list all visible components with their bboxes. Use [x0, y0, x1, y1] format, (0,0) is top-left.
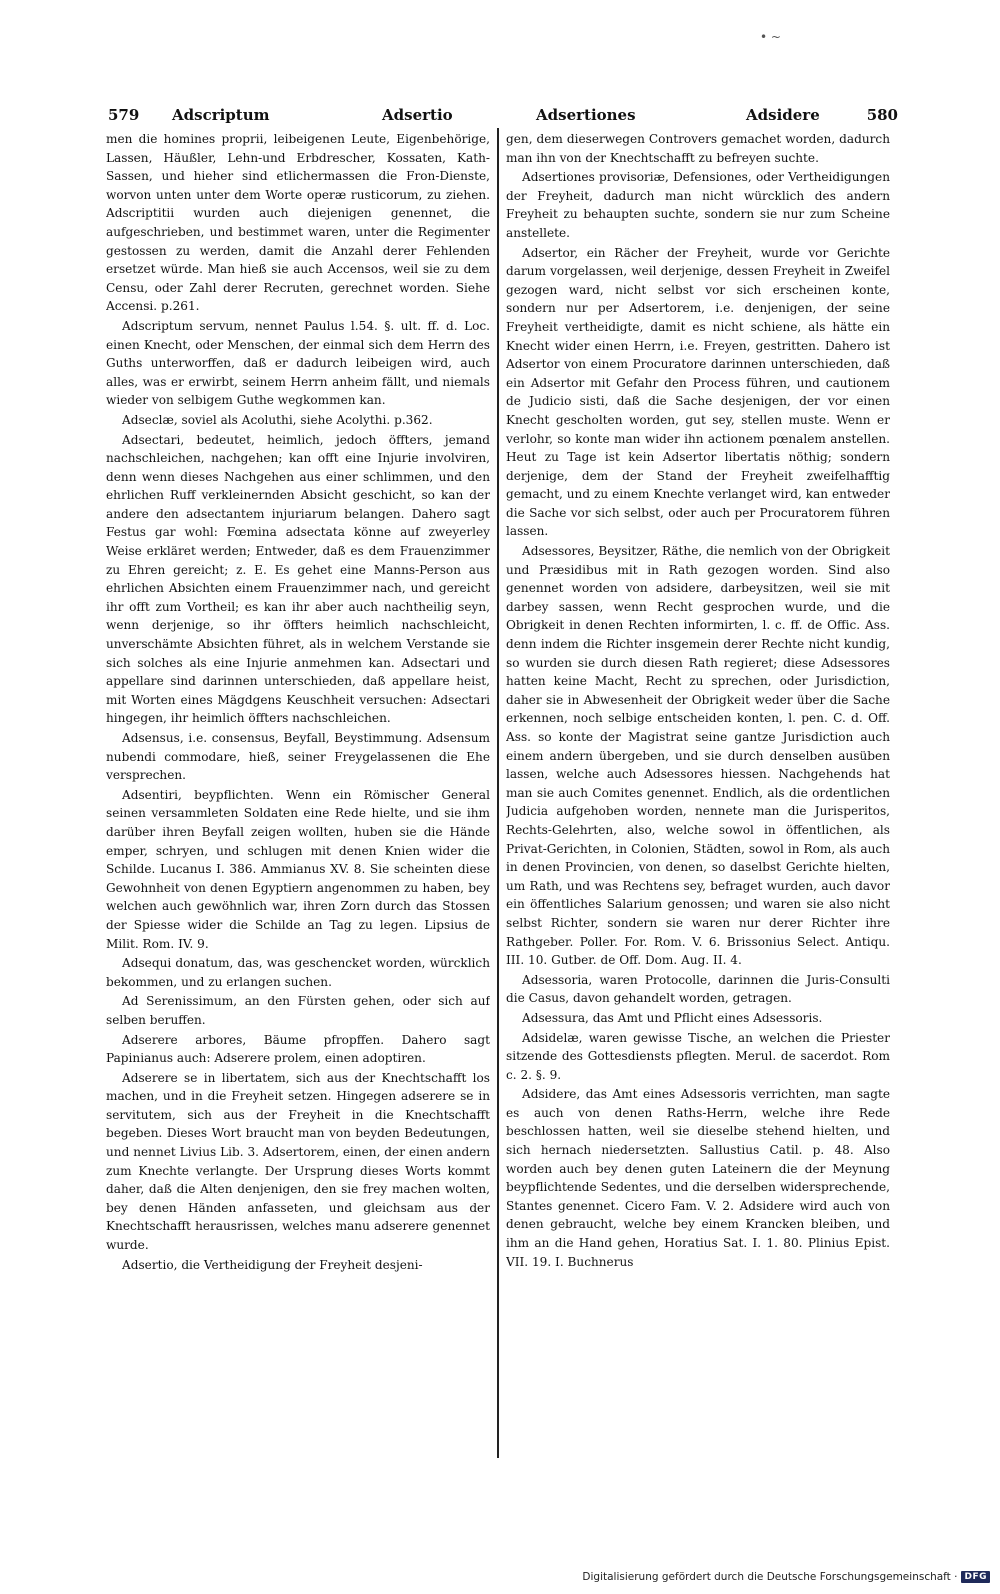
header-right-catchword-2: Adsidere	[746, 106, 820, 124]
right-column	[506, 130, 890, 1450]
entry-paragraph: Adsertor, ein Rächer der Freyheit, wurde vor Gerichte darum vorgelassen, weil derjenige, dessen Freyheit in Zweifel gezogen ward, nicht selbst vor sich erscheinen konte, sondern nur per Adsertorem, i.e. denjenigen, der seine Freyheit vertheidigte, damit es nicht schiene, als hätte ein Knecht wider einen Herrn, i.e. Freyen, gestritten. Dahero ist Adsertor von einem Procuratore darinnen unterschieden, daß ein Adsertor mit Gefahr den Process führen, und cautionem de Judicio sisti, daß die Sache desjenigen, der vor einen Knecht gescholten worden, gut sey, stellen muste. Wenn er verlohr, so konte man wider ihn actionem pœnalem anstellen. Heut zu Tage ist kein Adsertor libertatis nöthig; sondern derjenige, dem der Stand der Freyheit zweifelhafftig gemacht, und zu einem Knechte verlanget wird, kan entweder die Sache vor sich selbst, oder auch per Procuratorem führen lassen.	[506, 245, 890, 539]
digitization-footer	[582, 1568, 990, 1586]
entry-paragraph: Ad Serenissimum, an den Fürsten gehen, oder sich auf selben beruffen.	[106, 994, 490, 1027]
entry-paragraph: Adsertiones provisoriæ, Defensiones, oder Vertheidigungen der Freyheit, dadurch man nicht würcklich des andern Freyheit zu behaupten suchte, sondern sie nur zum Scheine anstellete.	[506, 170, 890, 240]
entry-paragraph: Adsidelæ, waren gewisse Tische, an welchen die Priester sitzende des Gottesdiensts pflegten. Merul. de sacerdot. Rom c. 2. §. 9.	[506, 1030, 890, 1082]
entry-paragraph: Adsessura, das Amt und Pflicht eines Adsessoris.	[522, 1010, 823, 1025]
left-column	[106, 130, 490, 1450]
page-number-right: 580	[866, 106, 898, 124]
entry-paragraph: Adsertio, die Vertheidigung der Freyheit desjeni-	[122, 1257, 423, 1272]
entry-paragraph: Adsentiri, beypflichten. Wenn ein Römischer General seinen versammleten Soldaten eine Rede hielte, und sie ihm darüber ihren Beyfall zeigen wollten, huben sie die Hände emper, schryen, und schlugen mit denen Knien wider die Schilde. Lucanus I. 386. Ammianus XV. 8. Sie scheinten diese Gewohnheit von denen Egyptiern angenommen zu haben, bey welchen auch gewöhnlich war, ihren Zorn durch das Stossen der Spiesse wider die Schilde an Tag zu legen. Lipsius de Milit. Rom. IV. 9.	[106, 787, 490, 951]
page-number-left: 579	[108, 106, 140, 124]
entry-paragraph: Adsequi donatum, das, was geschencket worden, würcklich bekommen, und zu erlangen suchen.	[106, 956, 490, 989]
header-right-catchword-1: Adsertiones	[536, 106, 636, 124]
entry-paragraph: gen, dem dieserwegen Controvers gemachet worden, dadurch man ihn von der Knechtschafft zu befreyen suchte.	[506, 132, 890, 165]
entry-paragraph: Adsidere, das Amt eines Adsessoris verrichten, man sagte es auch von denen Raths-Herrn, welche ihre Rede beschlossen hatten, weil sie dieselbe stehend hielten, und sich hernach niedersetzten. Sallustius Catil. p. 48. Also worden auch bey denen guten Lateinern die der Meynung beypflichtende Sedentes, und die derselben widersprechende, Stantes genennet. Cicero Fam. V. 2. Adsidere wird auch von denen gebraucht, welche bey einem Krancken bleiben, und ihm an die Hand gehen, Horatius Sat. I. 1. 80. Plinius Epist. VII. 19. I. Buchnerus	[506, 1087, 890, 1269]
entry-paragraph: Adsectari, bedeutet, heimlich, jedoch öffters, jemand nachschleichen, nachgehen; kan offt eine Injurie involviren, denn wenn dieses Nachgehen aus einer schlimmen, und den ehrlichen Ruff verkleinernden Absicht geschicht, so kan der andere den adsectantem injuriarum belangen. Dahero sagt Festus gar wohl: Fœmina adsectata könne auf zweyerley Weise erkläret werden; Entweder, daß es dem Frauenzimmer zu Ehren gereicht; z. E. Es gehet eine Manns-Person aus ehrlichen Absichten einem Frauenzimmer nach, und gereicht ihr offt zum Vortheil; es kan ihr aber auch nachtheilig seyn, wenn derjenige, so ihr öffters heimlich nachschleicht, unverschämte Absichten führet, als in welchem Verstande sie sich solches als eine Injurie anmehmen kan. Adsectari und appellare sind darinnen unterschieden, daß appellare heist, mit Worten eines Mägdgens Keuschheit versuchen: Adsectari hingegen, ihr heimlich öffters nachschleichen.	[106, 432, 490, 726]
entry-paragraph: Adseclæ, soviel als Acoluthi, siehe Acolythi. p.362.	[122, 412, 433, 427]
running-header	[106, 106, 898, 132]
entry-paragraph: Adsessoria, waren Protocolle, darinnen die Juris-Consulti die Casus, davon gehandelt worden, getragen.	[506, 972, 890, 1006]
entry-paragraph: Adserere arbores, Bäume pfropffen. Dahero sagt Papinianus auch: Adserere prolem, einen adoptiren.	[106, 1032, 490, 1066]
entry-paragraph: Adserere se in libertatem, sich aus der Knechtschafft los machen, und in die Freyheit setzen. Hingegen adserere se in servitutem, sich aus der Freyheit in die Knechtschafft begeben. Dieses Wort braucht man von beyden Bedeutungen, und nennet Livius Lib. 3. Adsertorem, einen, der einen andern zum Knechte verlangte. Der Ursprung dieses Worts kommt daher, daß die Alten denjenigen, den sie frey machen wolten, bey denen Händen anfasseten, und gleichsam aus der Knechtschafft herausrissen, welches manu adserere genennet wurde.	[106, 1070, 490, 1253]
entry-paragraph: Adsensus, i.e. consensus, Beyfall, Beystimmung. Adsensum nubendi commodare, hieß, seiner Freygelassenen die Ehe versprechen.	[106, 731, 490, 783]
entry-paragraph: men die homines proprii, leibeigenen Leute, Eigenbehörige, Lassen, Häußler, Lehn-und Erbdrescher, Kossaten, Kath-Sassen, und hieher sind etlichermassen die Fron-Dienste, worvon unten unter dem Worte operæ rusticorum, zu ziehen. Adscriptitii wurden auch diejenigen genennet, die aufgeschrieben, und bestimmet waren, unter die Regimenter gestossen zu werden, damit die Anzahl derer Fehlenden ersetzet würde. Man hieß sie auch Accensos, weil sie zu dem Censu, oder Zahl derer Recruten, gerechnet worden. Siehe Accensi. p.261.	[106, 132, 490, 314]
footer-text: Digitalisierung gefördert durch die Deutsche Forschungsgemeinschaft ·	[582, 1571, 958, 1583]
header-left-catchword-2: Adsertio	[382, 106, 453, 124]
dictionary-page	[106, 96, 898, 1456]
column-divider	[497, 128, 499, 1458]
entry-paragraph: Adsessores, Beysitzer, Räthe, die nemlich von der Obrigkeit und Præsidibus mit in Rath gezogen worden. Sind also genennet worden von adsidere, darbeysitzen, weil sie mit darbey sassen, wenn Recht gesprochen wurde, und die Obrigkeit in denen Rechten informirten, l. c. ff. de Offic. Ass. denn indem die Richter insgemein derer Rechte nicht kundig, so wurden sie durch diesen Rath regieret; diese Adsessores hatten keine Macht, Recht zu sprechen, oder Jurisdiction, daher sie in Abwesenheit der Obrigkeit weder über die Sache erkennen, noch selbige entscheiden konten, l. pen. C. d. Off. Ass. so konte der Magistrat seine gantze Jurisdiction auch einem andern übergeben, und sie durch denselben ausüben lassen, welche auch Adsessores hiessen. Nachgehends hat man sie auch Comites genennet. Endlich, als die ordentlichen Judicia aufgehoben worden, nennete man die Jurisperitos, Rechts-Gelehrten, also, welche sowol in öffentlichen, als Privat-Gerichten, in Colonien, Städten, sowol in Rom, als auch in denen Provincien, von denen, so daselbst Gerichte hielten, um Rath, und was Rechtens sey, befraget wurden, auch davor ein öffentliches Salarium genossen; und waren sie also nicht selbst Richter, sondern sie waren nur derer Richter ihre Rathgeber. Poller. For. Rom. V. 6. Brissonius Select. Antiqu. III. 10. Gutber. de Off. Dom. Aug. II. 4.	[506, 544, 890, 968]
header-left-catchword-1: Adscriptum	[172, 106, 270, 124]
dfg-logo[interactable]: DFG	[961, 1571, 990, 1583]
entry-paragraph: Adscriptum servum, nennet Paulus l.54. §. ult. ff. d. Loc. einen Knecht, oder Menschen, der einmal sich dem Herrn des Guths unterworffen, daß er dadurch leibeigen wird, auch alles, was er erwirbt, seinem Herrn anheim fällt, und niemals wieder von selbigem Guthe wegkommen kan.	[106, 318, 490, 408]
top-mark: • ~	[760, 30, 781, 44]
